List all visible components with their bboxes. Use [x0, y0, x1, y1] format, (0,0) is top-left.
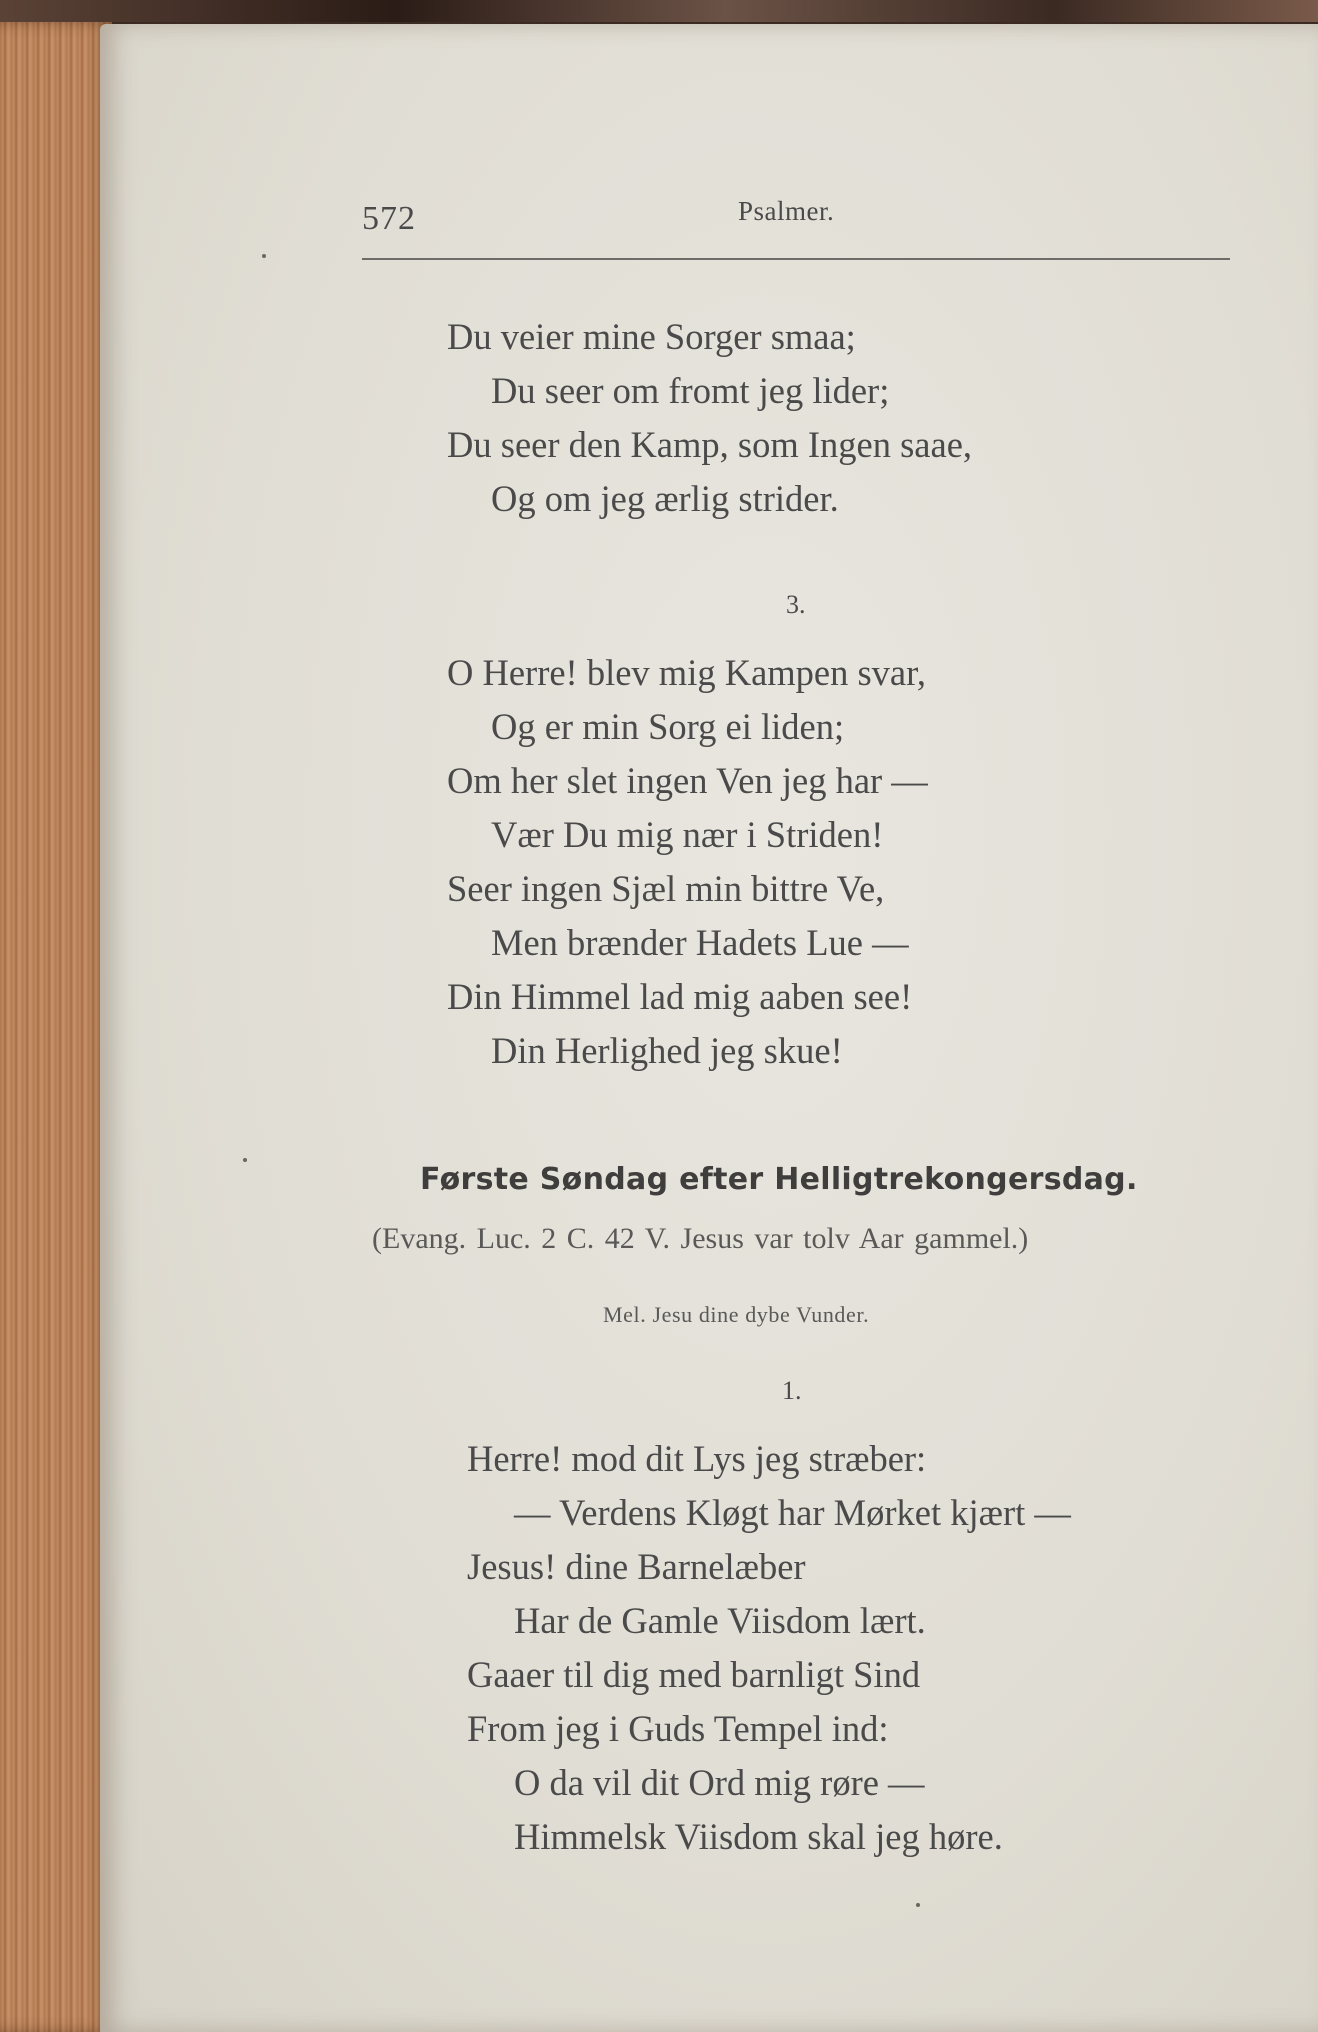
verse-line: Du seer den Kamp, som Ingen saae,	[447, 424, 973, 465]
verse-line: From jeg i Guds Tempel ind:	[467, 1708, 889, 1749]
paper-speck	[262, 254, 266, 258]
verse-line: Men brænder Hadets Lue —	[491, 922, 909, 963]
verse-line: Har de Gamle Viisdom lært.	[514, 1600, 926, 1641]
verse-line: Vær Du mig nær i Striden!	[491, 814, 884, 855]
paper-speck	[916, 1903, 920, 1907]
gospel-reference: (Evang. Luc. 2 C. 42 V. Jesus var tolv Aar gammel.)	[372, 1222, 1029, 1255]
paper-speck	[243, 1158, 247, 1162]
verse-line: Gaaer til dig med barnligt Sind	[467, 1654, 921, 1695]
verse-line: Jesus! dine Barnelæber	[467, 1546, 806, 1587]
verse-line: Din Herlighed jeg skue!	[491, 1030, 843, 1071]
verse-line: Herre! mod dit Lys jeg stræber:	[467, 1438, 927, 1479]
header-rule	[362, 258, 1230, 260]
stanza-continued	[447, 310, 972, 526]
verse-line: Og er min Sorg ei liden;	[491, 706, 845, 747]
verse-line: — Verdens Kløgt har Mørket kjært —	[514, 1492, 1071, 1533]
section-title: Første Søndag efter Helligtrekongersdag.	[420, 1162, 1138, 1197]
melody-note: Mel. Jesu dine dybe Vunder.	[603, 1302, 870, 1327]
verse-line: Du veier mine Sorger smaa;	[447, 316, 856, 357]
stanza-number: 1.	[782, 1376, 802, 1405]
page-number: 572	[362, 200, 416, 237]
verse-line: Seer ingen Sjæl min bittre Ve,	[447, 868, 885, 909]
book-binding-top	[0, 0, 1318, 22]
stanza-3	[447, 646, 928, 1078]
stanza-number: 3.	[786, 590, 806, 619]
verse-line: Din Himmel lad mig aaben see!	[447, 976, 913, 1017]
verse-line: O da vil dit Ord mig røre —	[514, 1762, 925, 1803]
verse-line: Du seer om fromt jeg lider;	[491, 370, 890, 411]
stanza-1	[467, 1432, 1071, 1864]
verse-line: Og om jeg ærlig strider.	[491, 478, 839, 519]
running-head: Psalmer.	[738, 196, 835, 226]
page-edge	[0, 22, 112, 2032]
verse-line: Om her slet ingen Ven jeg har —	[447, 760, 928, 801]
verse-line: O Herre! blev mig Kampen svar,	[447, 652, 926, 693]
verse-line: Himmelsk Viisdom skal jeg høre.	[514, 1816, 1003, 1857]
